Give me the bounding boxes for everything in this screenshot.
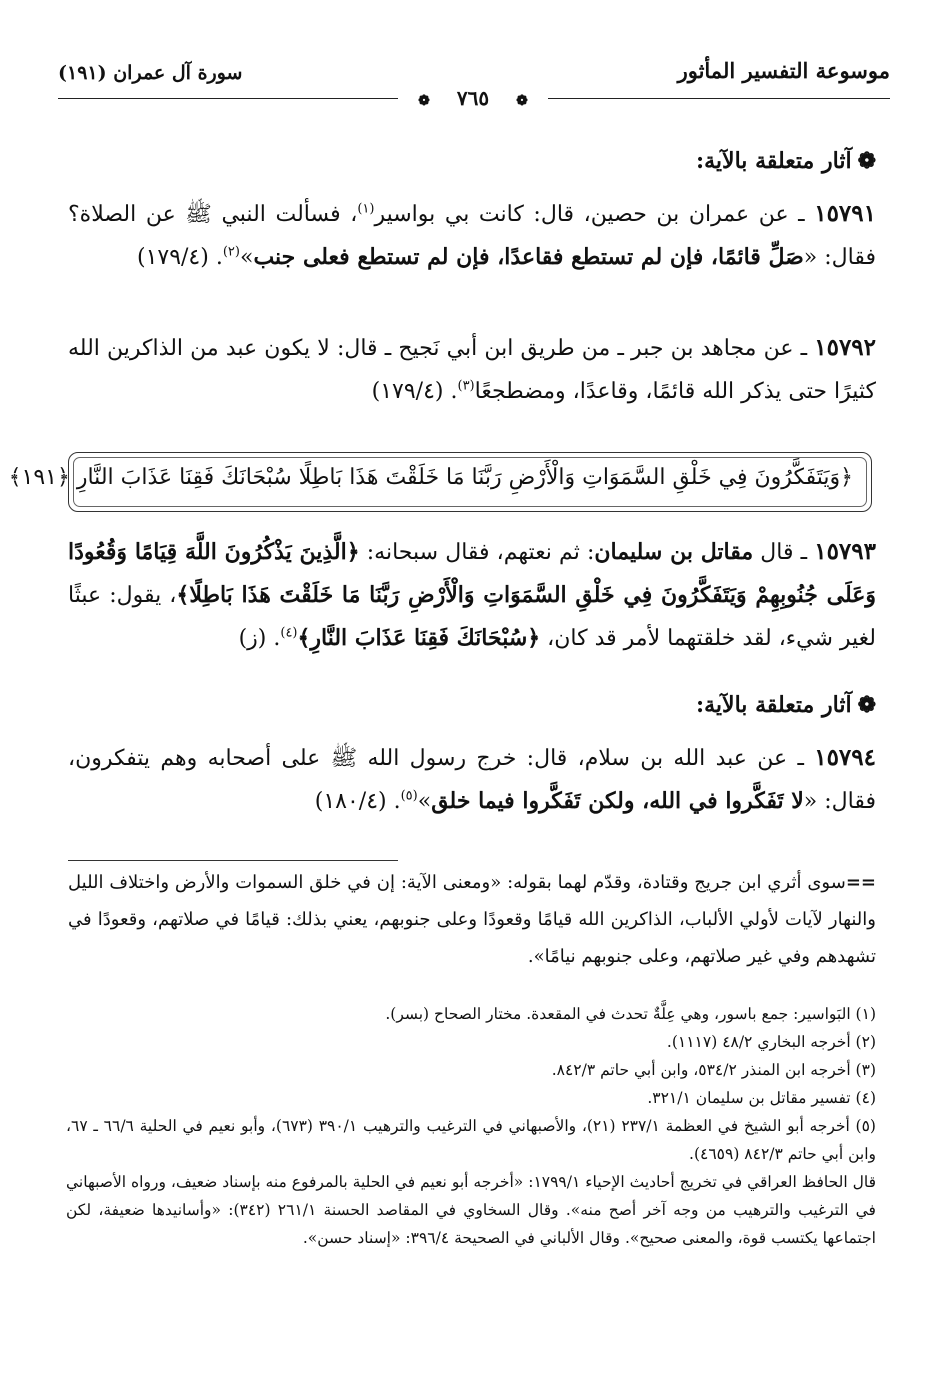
footnote: (١) البَواسير: جمع باسور، وهي عِلَّةٌ تحدث في المقعدة. مختار الصحاح (بسر).: [385, 1005, 876, 1023]
continuation-mark: ==: [845, 872, 876, 893]
section-title: آثار متعلقة بالآية:: [696, 148, 852, 174]
footnote-separator: [68, 860, 398, 861]
flower-icon: ❁: [857, 692, 876, 718]
athar-number: ١٥٧٩٤: [814, 744, 876, 771]
footnote: (٢) أخرجه البخاري ٤٨/٢ (١١١٧).: [666, 1033, 876, 1051]
athar-15792: [68, 326, 876, 413]
athar-15793: [68, 530, 876, 660]
athar-number: ١٥٧٩٣: [814, 538, 876, 565]
footnote-ref[interactable]: (٢): [222, 244, 240, 260]
flower-icon: ❁: [857, 148, 876, 174]
footnote-ref[interactable]: (١): [357, 201, 375, 217]
athar-text: »: [417, 789, 432, 814]
ornament-icon: ❁: [506, 93, 538, 109]
athar-text: : ثم نعتهم، فقال سبحانه:: [359, 540, 595, 565]
quran-quote: ﴿الَّذِينَ يَذْكُرُونَ اللَّهَ قِيَامًا وَقُعُودًا وَعَلَى جُنُوبِهِمْ وَيَتَفَكَّرُونَ فِي خَلْقِ السَّمَوَاتِ وَالْأَرْضِ رَبَّنَا مَا خَلَقْتَ هَذَا بَاطِلًا﴾: [68, 539, 876, 608]
book-title: موسوعة التفسير المأثور: [677, 58, 890, 83]
athar-reference: . (١٨٠/٤): [314, 789, 401, 814]
quran-quote: ﴿سُبْحَانَكَ فَقِنَا عَذَابَ النَّارِ﴾: [297, 625, 541, 651]
footnote: (٣) أخرجه ابن المنذر ٥٣٤/٢، وابن أبي حاتم ٨٤٢/٣.: [551, 1061, 876, 1079]
athar-reference: . (١٧٩/٤): [371, 379, 458, 404]
athar-text: ، فسألت النبي ﷺ عن الصلاة؟ فقال: «: [68, 202, 876, 270]
hadith-text: لا تَفَكَّروا في الله، ولكن تَفَكَّروا فيما خلق: [431, 788, 804, 814]
page-number-row: [0, 86, 946, 110]
footnote-ref[interactable]: (٣): [457, 378, 475, 394]
continuation-text: سوى أثري ابن جريج وقتادة، وقدّم لهما بقوله: «ومعنى الآية: إن في خلق السموات والأرض واختلاف الليل والنهار لآيات لأولي الألباب، الذاكرين الله قيامًا وقعودًا وعلى جنوبهم، يعني بذلك: قيامًا في صلاتهم، وقعودًا في تشهدهم وفي غير صلاتهم، وعلى جنوبهم نيامًا».: [68, 872, 876, 967]
ornament-icon: ❁: [408, 93, 440, 109]
athar-reference: . (ز): [238, 626, 281, 651]
hadith-text: صَلِّ قائمًا، فإن لم تستطع فقاعدًا، فإن لم تستطع فعلى جنب: [253, 244, 804, 270]
footnote: قال الحافظ العراقي في تخريج أحاديث الإحياء ١٧٩٩/١: «أخرجه أبو نعيم في الحلية بالمرفوع منه بإسناد ضعيف، ورواه الأصبهاني في الترغيب والترهيب من وجه آخر أصح منه». وقال السخاوي في المقاصد الحسنة ٢٦١/١ (٣٤٢): «وأسانيدها ضعيفة، لكن اجتماعها يكتسب قوة، والمعنى صحيح». وقال الألباني في الصحيحة ٣٩٦/٤: «إسناد حسن».: [66, 1173, 876, 1247]
footnote-ref[interactable]: (٤): [280, 625, 298, 641]
athar-15791: [68, 192, 876, 279]
narrator-name: مقاتل بن سليمان: [594, 539, 754, 565]
athar-text: ، يقول: عبثًا لغير شيء، لقد خلقتهما لأمر قد كان،: [68, 583, 876, 651]
footnotes: [66, 1000, 876, 1252]
athar-text: ـ عن عبد الله بن سلام، قال: خرج رسول الله ﷺ على أصحابه وهم يتفكرون، فقال: «: [68, 746, 876, 814]
athar-15794: [68, 736, 876, 823]
page-number: [398, 86, 548, 110]
section-heading: [696, 148, 876, 174]
footnote: (٤) تفسير مقاتل بن سليمان ٣٢١/١.: [647, 1089, 876, 1107]
athar-text: ـ عن عمران بن حصين، قال: كانت بي بواسير: [374, 202, 815, 227]
page-number-value: ٧٦٥: [447, 86, 499, 110]
athar-number: ١٥٧٩١: [814, 200, 876, 227]
athar-number: ١٥٧٩٢: [814, 334, 877, 361]
athar-reference: . (١٧٩/٤): [136, 245, 223, 270]
athar-text: ـ قال: [753, 540, 815, 565]
surah-header: سورة آل عمران (١٩١): [58, 62, 243, 84]
footnote-ref[interactable]: (٥): [400, 788, 418, 804]
verse-frame: [8, 452, 872, 512]
quran-verse: ﴿وَيَتَفَكَّرُونَ فِي خَلْقِ السَّمَوَاتِ وَالْأَرْضِ رَبَّنَا مَا خَلَقْتَ هَذَا بَاطِلًا سُبْحَانَكَ فَقِنَا عَذَابَ النَّارِ ﴿١٩١﴾: [8, 465, 853, 490]
section-heading: [696, 692, 876, 718]
athar-text: »: [239, 245, 254, 270]
footnote: (٥) أخرجه أبو الشيخ في العظمة ٢٣٧/١ (٢١)، والأصبهاني في الترغيب والترهيب ٣٩٠/١ (٦٧٣)، وأبو نعيم في الحلية ٦٦/٦ ـ ٦٧، وابن أبي حاتم ٨٤٢/٣ (٤٦٥٩).: [66, 1117, 876, 1163]
footnote-continuation: [68, 864, 876, 975]
athar-text: ـ عن مجاهد بن جبر ـ من طريق ابن أبي نَجيح ـ قال: لا يكون عبد من الذاكرين الله كثيرًا حتى يذكر الله قائمًا، وقاعدًا، ومضطجعًا: [68, 336, 876, 404]
section-title: آثار متعلقة بالآية:: [696, 692, 852, 718]
